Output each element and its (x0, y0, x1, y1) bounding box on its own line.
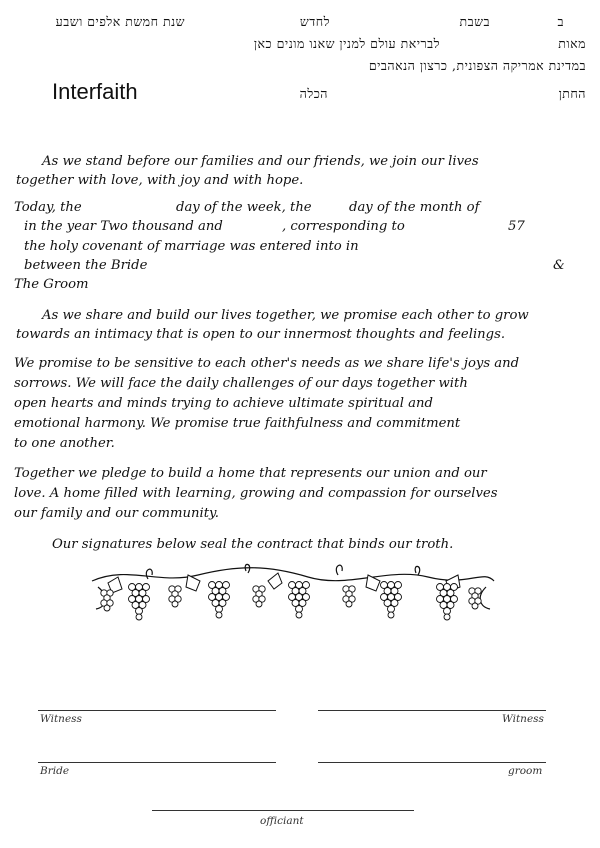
p4-line-2: love. A home filled with learning, growing and compassion for ourselves (14, 486, 498, 501)
today-part-1: Today, the (14, 200, 82, 215)
year-part-2: , corresponding to (282, 219, 405, 234)
p4-line-3: our family and our community. (14, 506, 219, 521)
ampersand: & (553, 258, 565, 273)
hebrew-word-beshabbat: בשבת (459, 14, 490, 29)
p1-line-1: As we stand before our families and our friends, we join our lives (42, 154, 479, 169)
page-title: Interfaith (52, 79, 138, 104)
year-part-1: in the year Two thousand and (24, 219, 223, 234)
witness-right-label: Witness (502, 713, 544, 725)
grapevine-ornament (88, 563, 498, 645)
officiant-label: officiant (260, 815, 304, 827)
witness-right-line[interactable] (318, 710, 546, 711)
p3-line-1: We promise to be sensitive to each other's needs as we share life's joys and (14, 356, 520, 371)
officiant-line[interactable] (152, 810, 414, 811)
hebrew-location-line: במדינת אמריקה הצפונית, כרצון הנאהבים (368, 58, 586, 73)
groom-line: The Groom (14, 277, 89, 292)
p3-line-4: emotional harmony. We promise true faithfulness and commitment (14, 416, 461, 431)
today-part-2: day of the week, the (176, 200, 312, 215)
hebrew-creation-line: לבריאת עולם למנין שאנו מונים כאן (253, 36, 440, 51)
p5-line: Our signatures below seal the contract that binds our troth. (52, 537, 454, 552)
bride-line: between the Bride (24, 258, 148, 273)
hebrew-letter-bet: ב (557, 14, 564, 29)
p3-line-2: sorrows. We will face the daily challenges of our days together with (14, 376, 468, 391)
bride-line-signature[interactable] (38, 762, 276, 763)
p3-line-5: to one another. (14, 436, 115, 451)
p2-line-1: As we share and build our lives together, we promise each other to grow (42, 308, 529, 323)
p3-line-3: open hearts and minds trying to achieve ultimate spiritual and (14, 396, 433, 411)
p2-line-2: towards an intimacy that is open to our innermost thoughts and feelings. (16, 327, 506, 342)
witness-left-label: Witness (40, 713, 82, 725)
hebrew-word-chatan: החתן (558, 86, 586, 101)
covenant-line: the holy covenant of marriage was entered into in (24, 239, 359, 254)
year-number: 57 (508, 219, 525, 234)
bride-label: Bride (40, 765, 70, 777)
hebrew-word-meot: מאות (558, 36, 586, 51)
p4-line-1: Together we pledge to build a home that represents our union and our (14, 466, 487, 481)
hebrew-word-kallah: הכלה (299, 86, 328, 101)
groom-label: groom (508, 765, 543, 777)
p1-line-2: together with love, with joy and with hope. (16, 173, 304, 188)
witness-left-line[interactable] (38, 710, 276, 711)
hebrew-word-lachodesh: לחדש (299, 14, 330, 29)
groom-line-signature[interactable] (318, 762, 546, 763)
hebrew-year-line: שנת חמשת אלפים ושבע (55, 14, 185, 29)
today-part-3: day of the month of (349, 200, 480, 215)
